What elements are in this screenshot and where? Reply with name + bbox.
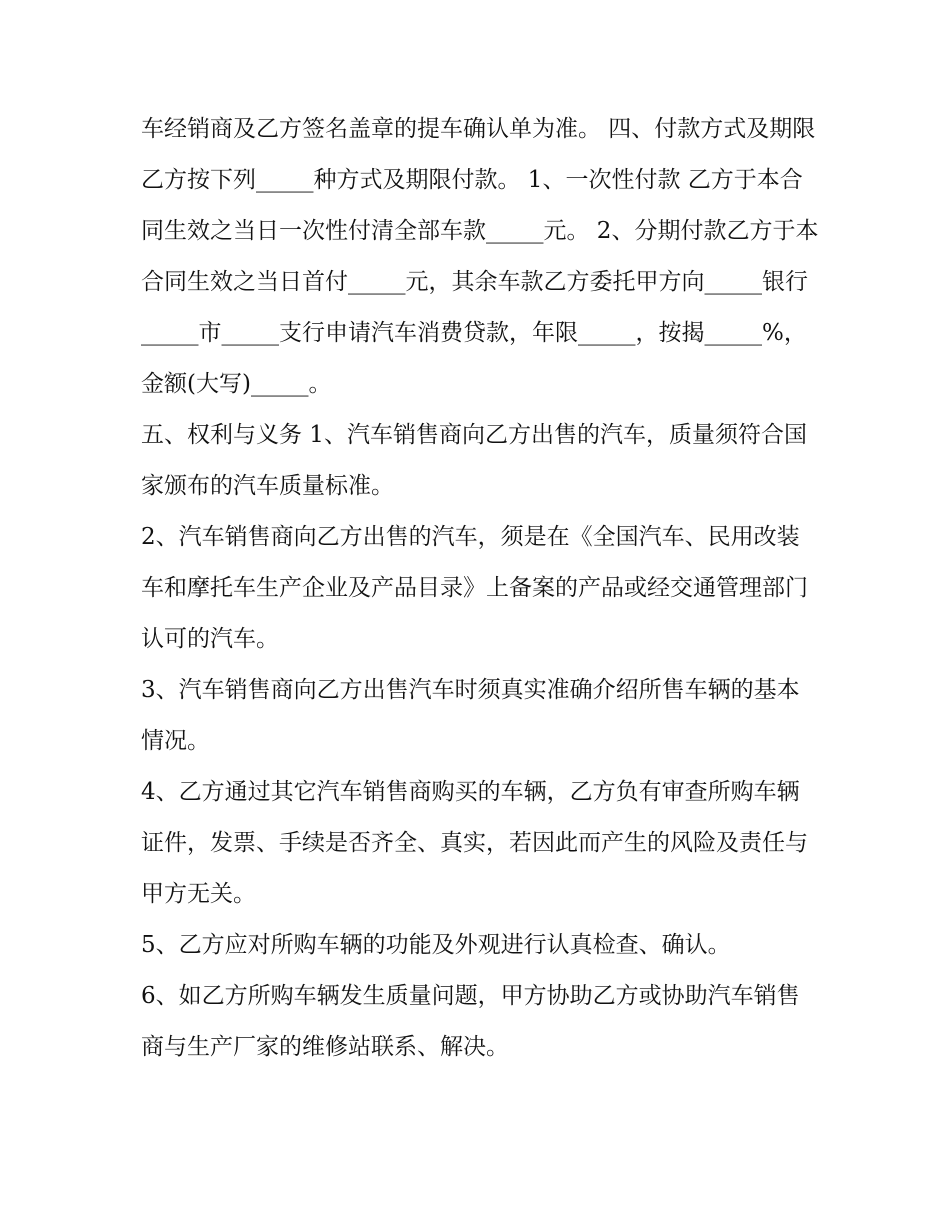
paragraph-rights-obligations-1: 五、权利与义务 1、汽车销售商向乙方出售的汽车，质量须符合国家颁布的汽车质量标准。 <box>141 422 807 499</box>
paragraph-rights-obligations-4: 4、乙方通过其它汽车销售商购买的车辆，乙方负有审查所购车辆证件，发票、手续是否齐全、真实，若因此而产生的风险及责任与甲方无关。 <box>141 779 808 907</box>
paragraph-rights-obligations-5: 5、乙方应对所购车辆的功能及外观进行认真检查、确认。 <box>141 932 731 958</box>
document-body <box>141 104 821 1073</box>
paragraph-rights-obligations-6: 6、如乙方所购车辆发生质量问题，甲方协助乙方或协助汽车销售商与生产厂家的维修站联系、解决。 <box>141 983 800 1060</box>
paragraph-rights-obligations-2: 2、汽车销售商向乙方出售的汽车，须是在《全国汽车、民用改装车和摩托车生产企业及产品目录》上备案的产品或经交通管理部门认可的汽车。 <box>141 524 808 652</box>
paragraph-payment-terms: 乙方按下列_____种方式及期限付款。 1、一次性付款 乙方于本合同生效之当日一次性付清全部车款_____元。 2、分期付款乙方于本合同生效之当日首付_____元，其余车款乙方委托甲方向_____银行_____市_____支行申请汽车消费贷款，年限_____，按揭_____%，金额(大写)_____。 <box>141 167 819 397</box>
paragraph-payment-heading: 车经销商及乙方签名盖章的提车确认单为准。 四、付款方式及期限 <box>141 116 816 142</box>
paragraph-rights-obligations-3: 3、汽车销售商向乙方出售汽车时须真实准确介绍所售车辆的基本情况。 <box>141 677 800 754</box>
